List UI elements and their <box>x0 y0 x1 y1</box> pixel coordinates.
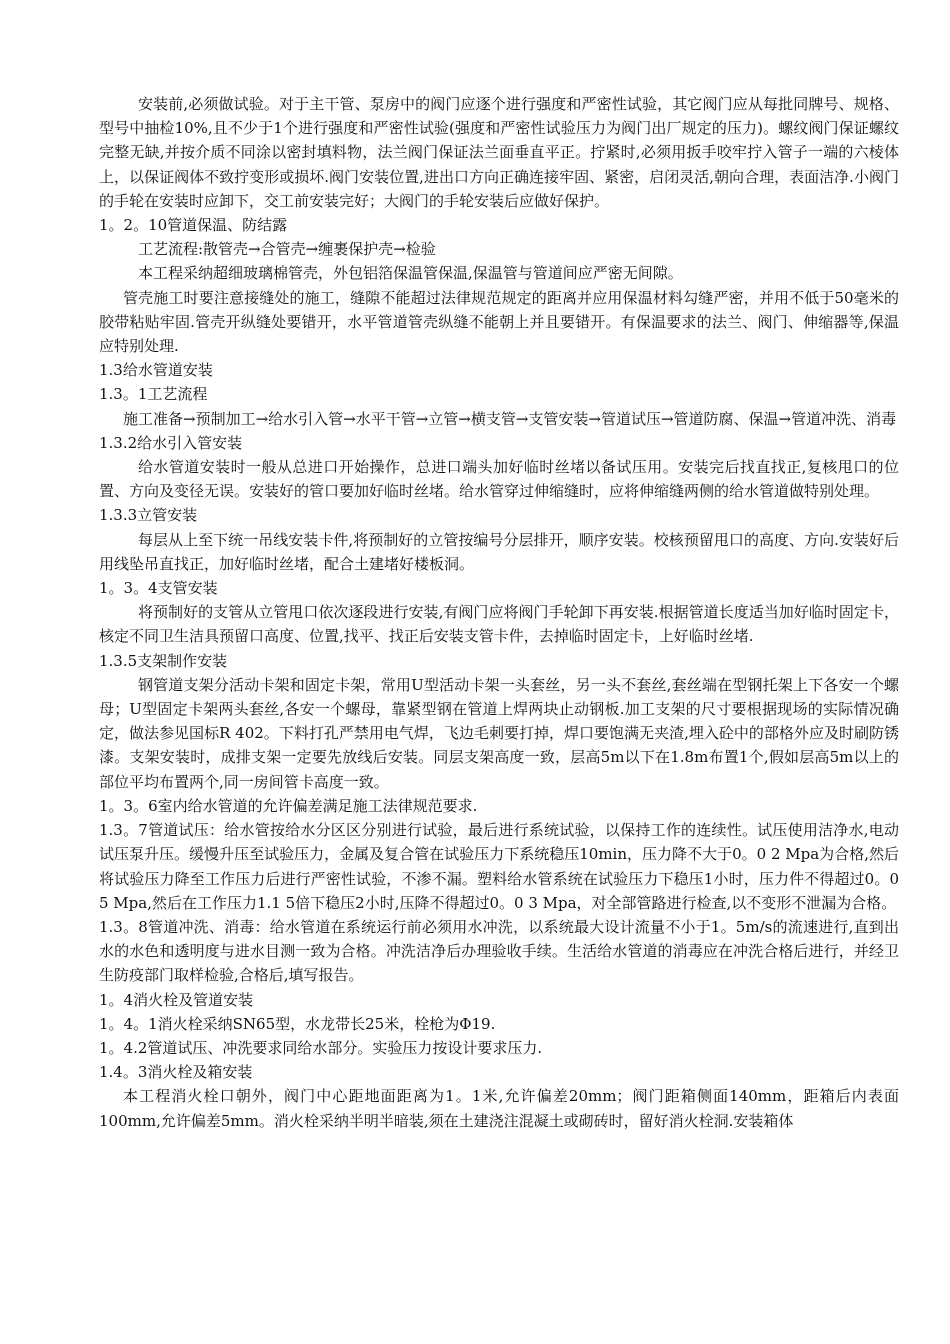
heading-1-2-10: 1。2。10管道保温、防结露 <box>99 216 288 235</box>
heading-1-4-2: 1。4.2管道试压、冲洗要求同给水部分。实验压力按设计要求压力. <box>99 1038 543 1057</box>
paragraph-insulation-flow: 工艺流程:散管壳→合管壳→缠裹保护壳→检验 <box>138 240 436 259</box>
heading-1-3-4: 1。3。4支管安装 <box>99 579 218 598</box>
paragraph-riser: 每层从上至下统一吊线安装卡件,将预制好的立管按编号分层排开，顺序安装。校核预留甩口的高度、方向.安装好后用线坠吊直找正，加好临时丝堵，配合土建堵好楼板洞。 <box>99 530 899 573</box>
heading-1-4-1: 1。4。1消火栓采纳SN65型，水龙带长25米，栓枪为Φ19. <box>99 1014 496 1033</box>
heading-1-3-5: 1.3.5支架制作安装 <box>99 651 228 670</box>
heading-1-3: 1.3给水管道安装 <box>99 361 213 380</box>
paragraph-shell-construction: 管壳施工时要注意接缝处的施工，缝隙不能超过法律规范规定的距离并应用保温材料勾缝严密，并用不低于50毫米的胶带粘贴牢固.管壳开纵缝处要错开，水平管道管壳纵缝不能朝上并且要错开。有保温要求的法兰、阀门、伸缩器等,保温应特别处理. <box>99 288 899 356</box>
paragraph-insulation-material: 本工程采纳超细玻璃棉管壳，外包铝箔保温管保温,保温管与管道间应严密无间隙。 <box>138 264 683 283</box>
heading-1-3-2: 1.3.2给水引入管安装 <box>99 433 243 452</box>
paragraph-process-flow: 施工准备→预制加工→给水引入管→水平干管→立管→横支管→支管安装→管道试压→管道防腐、保温→管道冲洗、消毒 <box>123 409 897 428</box>
paragraph-flushing: 1.3。8管道冲洗、消毒：给水管道在系统运行前必须用水冲洗，以系统最大设计流量不小于1。5m/s的流速进行,直到出水的水色和透明度与进水目测一致为合格。冲洗洁净后办理验收手续。生活给水管道的消毒应在冲洗合格后进行，并经卫生防疫部门取样检验,合格后,填写报告。 <box>99 917 899 985</box>
paragraph-inlet-pipe: 给水管道安装时一般从总进口开始操作，总进口端头加好临时丝堵以备试压用。安装完后找直找正,复核甩口的位置、方向及变径无误。安装好的管口要加好临时丝堵。给水管穿过伸缩缝时，应将伸缩缝两侧的给水管道做特别处理。 <box>99 458 899 501</box>
heading-1-3-1: 1.3。1工艺流程 <box>99 385 208 404</box>
heading-1-4-3: 1.4。3消火栓及箱安装 <box>99 1063 253 1082</box>
heading-1-4: 1。4消火栓及管道安装 <box>99 990 254 1009</box>
heading-1-3-6: 1。3。6室内给水管道的允许偏差满足施工法律规范要求. <box>99 796 478 815</box>
paragraph-hydrant-box: 本工程消火栓口朝外，阀门中心距地面距离为1。1米,允许偏差20mm；阀门距箱侧面140mm，距箱后内表面100mm,允许偏差5mm。消火栓采纳半明半暗装,须在土建浇注混凝土或砌砖时，留好消火栓洞.安装箱体 <box>99 1087 899 1130</box>
paragraph-support: 钢管道支架分活动卡架和固定卡架，常用U型活动卡架一头套丝，另一头不套丝,套丝端在型钢托架上下各安一个螺母；U型固定卡架两头套丝,各安一个螺母，靠紧型钢在管道上焊两块止动钢板.加工支架的尺寸要根据现场的实际情况确定，做法参见国标R 402。下料打孔严禁用电气焊，飞边毛刺要打掉，焊口要饱满无夹渣,埋入砼中的部格外应及时刷防锈漆。支架安装时，成排支架一定要先放线后安装。同层支架高度一致，层高5m以下在1.8m布置1个,假如层高5m以上的部位平均布置两个,同一房间管卡高度一致。 <box>99 675 899 791</box>
heading-1-3-3: 1.3.3立管安装 <box>99 506 198 525</box>
paragraph-valve-installation: 安装前,必须做试验。对于主干管、泵房中的阀门应逐个进行强度和严密性试验，其它阀门应从每批同牌号、规格、型号中抽检10%,且不少于1个进行强度和严密性试验(强度和严密性试验压力为阀门出厂规定的压力)。螺纹阀门保证螺纹完整无缺,并按介质不同涂以密封填料物，法兰阀门保证法兰面垂直平正。拧紧时,必须用扳手咬牢拧入管子一端的六棱体上，以保证阀体不致拧变形或损坏.阀门安装位置,进出口方向正确连接牢固、紧密，启闭灵活,朝向合理，表面洁净.小阀门的手轮在安装时应卸下，交工前安装完好；大阀门的手轮安装后应做好保护。 <box>99 95 899 210</box>
document-page <box>99 92 899 1133</box>
paragraph-branch-pipe: 将预制好的支管从立管甩口依次逐段进行安装,有阀门应将阀门手轮卸下再安装.根据管道长度适当加好临时固定卡，核定不同卫生洁具预留口高度、位置,找平、找正后安装支管卡件，去掉临时固定卡，上好临时丝堵. <box>99 603 899 646</box>
paragraph-pressure-test: 1.3。7管道试压：给水管按给水分区区分别进行试验，最后进行系统试验，以保持工作的连续性。试压使用洁净水,电动试压泵升压。缓慢升压至试验压力，金属及复合管在试验压力下系统稳压10min，压力降不大于0。0 2 Mpa为合格,然后将试验压力降至工作压力后进行严密性试验，不渗不漏。塑料给水管系统在试验压力下稳压1小时，压力件不得超过0。0 5 Mpa,然后在工作压力1.1 5倍下稳压2小时,压降不得超过0。0 3 Mpa，对全部管路进行检查,以不变形不泄漏为合格。 <box>99 821 899 912</box>
